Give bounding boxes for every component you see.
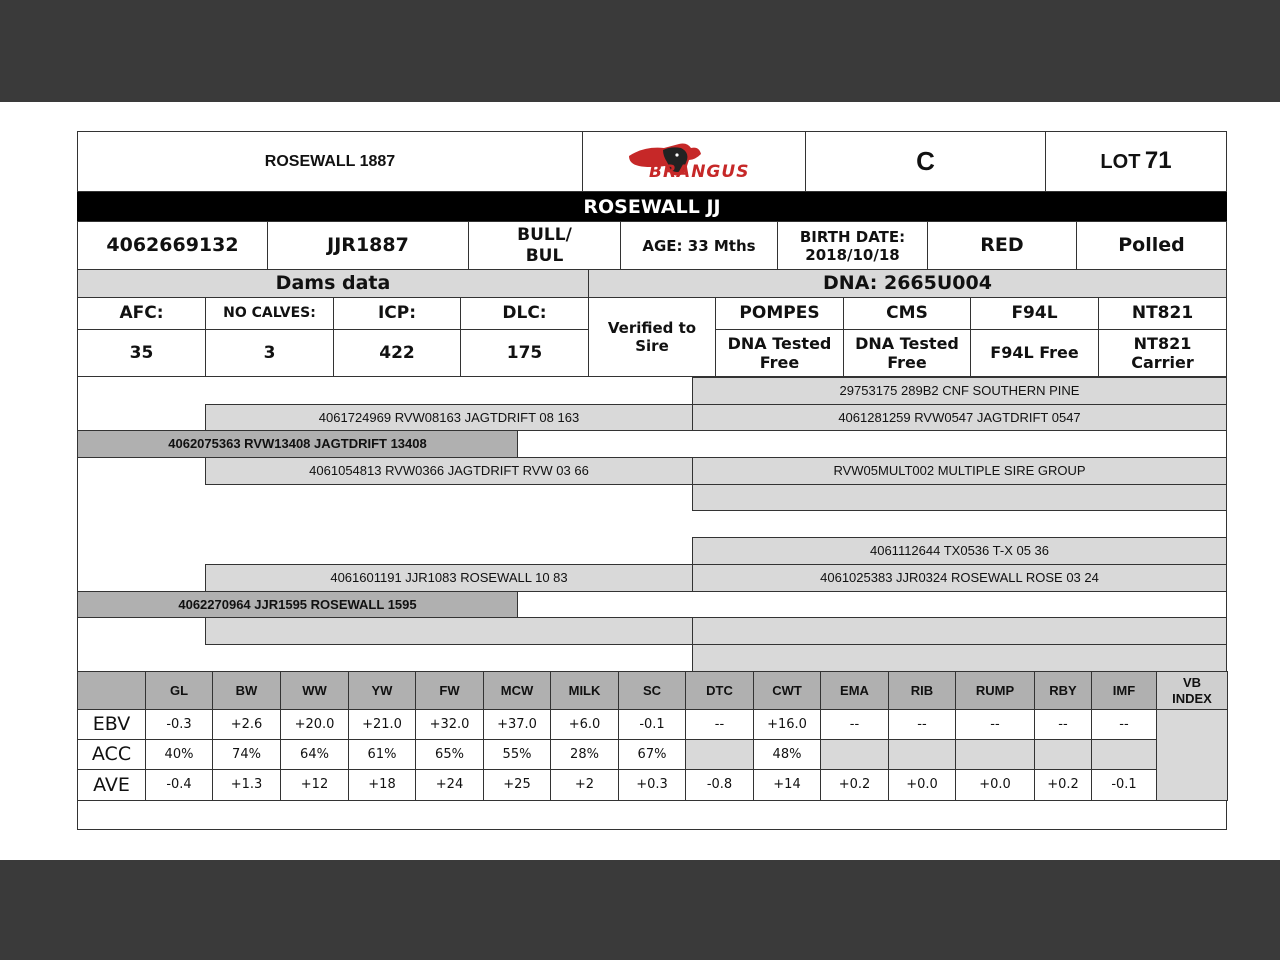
vb-index-header: VB INDEX [1156, 671, 1228, 710]
ebv-value-ebv-yw: +21.0 [348, 709, 416, 740]
ebv-value-acc-rump [955, 739, 1035, 770]
ebv-value-ave-rib: +0.0 [888, 769, 956, 801]
pedigree-dam: 4062270964 JJR1595 ROSEWALL 1595 [77, 591, 518, 618]
no-calves-value: 3 [205, 329, 334, 377]
ebv-value-acc-mcw: 55% [483, 739, 551, 770]
ebv-header-dtc: DTC [685, 671, 754, 710]
ebv-value-acc-milk: 28% [550, 739, 619, 770]
ebv-value-ave-mcw: +25 [483, 769, 551, 801]
ebv-value-ebv-dtc: -- [685, 709, 754, 740]
ebv-header-ema: EMA [820, 671, 889, 710]
nt821-header: NT821 [1098, 297, 1227, 330]
ebv-value-ave-gl: -0.4 [145, 769, 213, 801]
animal-id: 4062669132 [77, 221, 268, 270]
ebv-header-mcw: MCW [483, 671, 551, 710]
ebv-value-ave-imf: -0.1 [1091, 769, 1157, 801]
ebv-header-yw: YW [348, 671, 416, 710]
ebv-value-ave-dtc: -0.8 [685, 769, 754, 801]
pompes-result: DNA Tested Free [715, 329, 844, 377]
ebv-value-ebv-ema: -- [820, 709, 889, 740]
ebv-value-ave-cwt: +14 [753, 769, 821, 801]
ebv-value-ave-bw: +1.3 [212, 769, 281, 801]
no-calves-header: NO CALVES: [205, 297, 334, 330]
afc-value: 35 [77, 329, 206, 377]
ebv-value-acc-fw: 65% [415, 739, 484, 770]
brangus-logo [582, 131, 806, 192]
ebv-header-sc: SC [618, 671, 686, 710]
ebv-value-ave-yw: +18 [348, 769, 416, 801]
ebv-value-ebv-milk: +6.0 [550, 709, 619, 740]
pedigree-sire-dam: 4061054813 RVW0366 JAGTDRIFT RVW 03 66 [205, 457, 693, 485]
ebv-value-acc-cwt: 48% [753, 739, 821, 770]
ebv-value-ebv-fw: +32.0 [415, 709, 484, 740]
pedigree-sire-sire: 4061724969 RVW08163 JAGTDRIFT 08 163 [205, 404, 693, 431]
ebv-value-ave-sc: +0.3 [618, 769, 686, 801]
grade-label: C [805, 131, 1046, 192]
ebv-value-ebv-imf: -- [1091, 709, 1157, 740]
pedigree-dam-dam [205, 617, 693, 645]
cms-result: DNA Tested Free [843, 329, 971, 377]
pedigree-dam-dam-sire [692, 617, 1227, 645]
f94l-result: F94L Free [970, 329, 1099, 377]
ebv-header-ww: WW [280, 671, 349, 710]
ebv-value-acc-sc: 67% [618, 739, 686, 770]
sex-label: BULL/ BUL [468, 221, 621, 270]
top-letterbox [0, 0, 1280, 102]
pedigree-sire: 4062075363 RVW13408 JAGTDRIFT 13408 [77, 430, 518, 458]
logo-wordmark: BRANGUS [649, 162, 750, 182]
dlc-value: 175 [460, 329, 589, 377]
ebv-table [77, 671, 1227, 800]
pedigree-dam-sire-dam: 4061025383 JJR0324 ROSEWALL ROSE 03 24 [692, 564, 1227, 592]
ebv-header-rib: RIB [888, 671, 956, 710]
ebv-value-ave-ww: +12 [280, 769, 349, 801]
ebv-value-ave-rump: +0.0 [955, 769, 1035, 801]
ebv-header-imf: IMF [1091, 671, 1157, 710]
icp-value: 422 [333, 329, 461, 377]
animal-code: JJR1887 [267, 221, 469, 270]
ebv-value-ave-milk: +2 [550, 769, 619, 801]
ebv-row-label-acc: ACC [77, 739, 146, 770]
pedigree-dam-sire: 4061601191 JJR1083 ROSEWALL 10 83 [205, 564, 693, 592]
ebv-value-acc-bw: 74% [212, 739, 281, 770]
pedigree-dam-sire-sire: 4061112644 TX0536 T-X 05 36 [692, 537, 1227, 565]
ebv-header-cwt: CWT [753, 671, 821, 710]
nt821-result: NT821 Carrier [1098, 329, 1227, 377]
ebv-value-ebv-rib: -- [888, 709, 956, 740]
ebv-value-ebv-ww: +20.0 [280, 709, 349, 740]
ebv-value-ebv-mcw: +37.0 [483, 709, 551, 740]
vb-index-value [1156, 709, 1228, 801]
icp-header: ICP: [333, 297, 461, 330]
ebv-row-label-ebv: EBV [77, 709, 146, 740]
afc-header: AFC: [77, 297, 206, 330]
animal-name: ROSEWALL JJ [77, 192, 1227, 221]
pedigree-sire-dam-sire: RVW05MULT002 MULTIPLE SIRE GROUP [692, 457, 1227, 485]
ebv-value-ebv-rump: -- [955, 709, 1035, 740]
dams-data-title: Dams data [77, 269, 589, 298]
ebv-value-ebv-cwt: +16.0 [753, 709, 821, 740]
ebv-value-ebv-sc: -0.1 [618, 709, 686, 740]
reference-name: ROSEWALL 1887 [77, 131, 583, 192]
ebv-corner-cell [77, 671, 146, 710]
ebv-header-fw: FW [415, 671, 484, 710]
ebv-value-ebv-bw: +2.6 [212, 709, 281, 740]
ebv-value-acc-gl: 40% [145, 739, 213, 770]
cms-header: CMS [843, 297, 971, 330]
pompes-header: POMPES [715, 297, 844, 330]
ebv-header-rby: RBY [1034, 671, 1092, 710]
ebv-value-acc-rib [888, 739, 956, 770]
ebv-value-ebv-gl: -0.3 [145, 709, 213, 740]
ebv-value-acc-dtc [685, 739, 754, 770]
ebv-value-acc-imf [1091, 739, 1157, 770]
horn-status: Polled [1076, 221, 1227, 270]
colour-label: RED [927, 221, 1077, 270]
ebv-value-acc-yw: 61% [348, 739, 416, 770]
verified-to-sire: Verified to Sire [588, 297, 716, 377]
pedigree-sire-sire-dam: 4061281259 RVW0547 JAGTDRIFT 0547 [692, 404, 1227, 431]
ebv-header-milk: MILK [550, 671, 619, 710]
dlc-header: DLC: [460, 297, 589, 330]
f94l-header: F94L [970, 297, 1099, 330]
pedigree-sire-sire-sire: 29753175 289B2 CNF SOUTHERN PINE [692, 377, 1227, 405]
ebv-header-gl: GL [145, 671, 213, 710]
ebv-value-ave-rby: +0.2 [1034, 769, 1092, 801]
lot-label: LOT 71 [1045, 131, 1227, 192]
ebv-value-acc-rby [1034, 739, 1092, 770]
ebv-value-ave-fw: +24 [415, 769, 484, 801]
ebv-header-bw: BW [212, 671, 281, 710]
ebv-row-label-ave: AVE [77, 769, 146, 801]
ebv-header-rump: RUMP [955, 671, 1035, 710]
ebv-value-ebv-rby: -- [1034, 709, 1092, 740]
bottom-letterbox [0, 860, 1280, 960]
ebv-value-ave-ema: +0.2 [820, 769, 889, 801]
birth-date: BIRTH DATE: 2018/10/18 [777, 221, 928, 270]
ebv-value-acc-ema [820, 739, 889, 770]
ebv-value-acc-ww: 64% [280, 739, 349, 770]
pedigree-sire-dam-dam [692, 484, 1227, 511]
age-label: AGE: 33 Mths [620, 221, 778, 270]
pedigree-dam-dam-dam [692, 644, 1227, 672]
dna-title: DNA: 2665U004 [588, 269, 1227, 298]
